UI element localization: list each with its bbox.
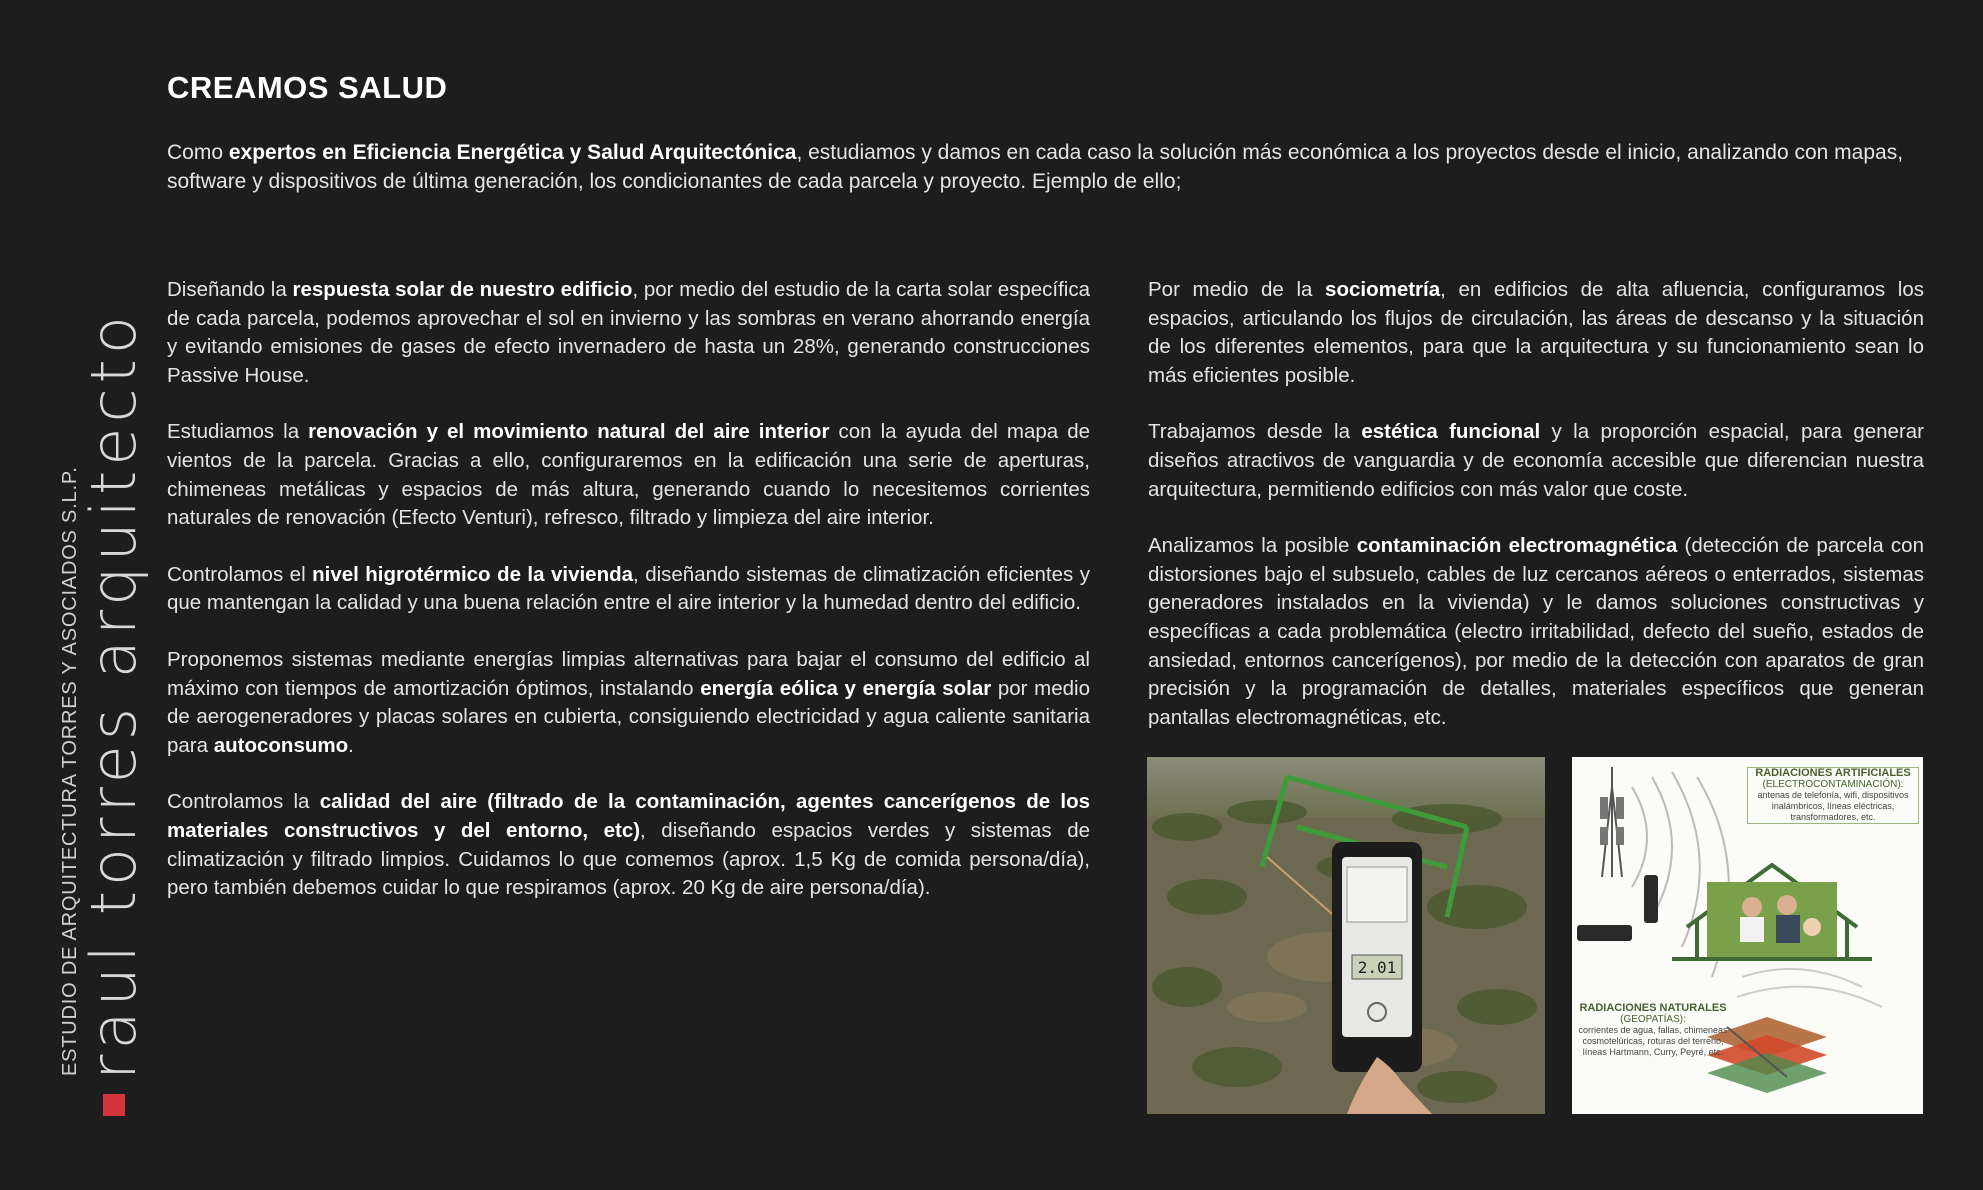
- highlight-text: sociometría: [1325, 278, 1441, 301]
- brand-square-icon: [103, 1094, 125, 1116]
- left-column-paragraph: [167, 561, 1090, 618]
- body-text: Diseñando la: [167, 278, 293, 301]
- intro-paragraph: [167, 138, 1925, 196]
- natural-title: RADIACIONES NATURALES: [1579, 1002, 1727, 1014]
- artificial-sub: (ELECTROCONTAMINACIÓN):: [1762, 779, 1904, 790]
- photo-emf-meter: [1147, 757, 1545, 1114]
- diagram-radiations: [1572, 757, 1923, 1114]
- highlight-text: respuesta solar de nuestro edificio: [292, 278, 633, 301]
- left-column-paragraph: [167, 788, 1090, 902]
- brand-row: [77, 311, 150, 1116]
- intro-pre: Como: [167, 141, 229, 164]
- artificial-title: RADIACIONES ARTIFICIALES: [1755, 767, 1911, 779]
- artificial-radiation-label: [1747, 767, 1919, 824]
- highlight-text: calidad del aire (filtrado de la contaminación, agentes cancerígenos de los materiales constructivos y del entorno, etc): [167, 790, 1091, 842]
- natural-sub: (GEOPATÍAS):: [1620, 1014, 1686, 1025]
- body-text: , diseñando sistemas de climatización eficientes y que mantengan la calidad y una buena relación entre el aire interior y la humedad dentro del edificio.: [167, 562, 1090, 615]
- highlight-text: energía eólica y energía solar: [700, 676, 992, 700]
- highlight-text: nivel higrotérmico de la vivienda: [312, 562, 634, 586]
- body-text: , por medio del estudio de la carta solar específica de cada parcela, podemos aprovechar el sol en invierno y las sombras en verano ahorrando energía y evitando emisiones de gases de efecto invernadero de hasta un 28%, generando construcciones Passive House.: [167, 278, 1090, 387]
- body-text: Por medio de la: [1148, 278, 1326, 301]
- body-text: y la proporción espacial, para generar diseños atractivos de vanguardia y de economía accesible que diferencian nuestra arquitectura, permitiendo edificios con más valor que coste.: [1148, 420, 1924, 501]
- left-column-paragraph: [167, 418, 1090, 532]
- page-title: CREAMOS SALUD: [167, 70, 448, 105]
- body-text: Proponemos sistemas mediante energías limpias alternativas para bajar el consumo del edificio al máximo con tiempos de amortización óptimos, instalando: [167, 647, 1090, 700]
- right-column-paragraph: [1148, 532, 1924, 732]
- right-column-paragraph: [1148, 418, 1924, 504]
- highlight-text: renovación y el movimiento natural del aire interior: [308, 420, 830, 444]
- intro-post: , estudiamos y damos en cada caso la solución más económica a los proyectos desde el inicio, analizando con mapas, software y dispositivos de última generación, los condicionantes de cada parcela y proyecto. Ejemplo de ello;: [167, 141, 1904, 193]
- meter-reading: 2.01: [1357, 958, 1397, 977]
- body-text: Estudiamos la: [167, 420, 309, 444]
- left-column-paragraph: [167, 646, 1090, 760]
- body-text: Trabajamos desde la: [1148, 420, 1362, 444]
- left-column: [167, 276, 1090, 931]
- body-text: Controlamos el: [167, 562, 313, 586]
- intro-highlight: expertos en Eficiencia Energética y Salud Arquitectónica: [228, 141, 797, 164]
- body-text: (detección de parcela con distorsiones bajo el subsuelo, cables de luz cercanos aéreos o enterrados, sistemas generadores instalados en la vivienda) y le damos soluciones constructivas y específicas a cada problemática (electro irritabilidad, defecto del sueño, estados de ansiedad, entornos cancerígenos), por medio de la detección con aparatos de gran precisión y la programación de detalles, materiales específicos que generan pantallas electromagnéticas, etc.: [1148, 534, 1924, 729]
- highlight-text: contaminación electromagnética: [1356, 534, 1678, 558]
- body-text: , diseñando espacios verdes y sistemas de climatización y filtrado limpios. Cuidamos lo que comemos (aprox. 1,5 Kg de comida persona/día), pero también debemos cuidar lo que respiramos (aprox. 20 Kg de aire persona/día).: [167, 818, 1090, 900]
- natural-text: corrientes de agua, fallas, chimeneas cosmotelúricas, roturas del terreno, líneas Hartmann, Curry, Peyré, etc.: [1578, 1025, 1728, 1057]
- right-column: [1148, 276, 1924, 760]
- natural-radiation-label: [1578, 1003, 1728, 1058]
- brand-name: raul torres arquitecto: [77, 311, 150, 1080]
- studio-name: ESTUDIO DE ARQUITECTURA TORRES Y ASOCIADOS S.L.P.: [59, 466, 81, 1076]
- body-text: , en edificios de alta afluencia, configuramos los espacios, articulando los flujos de circulación, las áreas de descanso y la situación de los diferentes elementos, para que la arquitectura y su funcionamiento sean lo más eficientes posible.: [1148, 278, 1925, 387]
- left-column-paragraph: [167, 276, 1090, 390]
- photo-illustration: [1147, 757, 1545, 1114]
- highlight-text: autoconsumo: [213, 733, 349, 757]
- body-text: .: [348, 733, 354, 757]
- right-column-paragraph: [1148, 276, 1924, 390]
- artificial-text: antenas de telefonía, wifi, dispositivos inalámbricos, líneas eléctricas, transformadores, etc.: [1757, 790, 1909, 822]
- body-text: Analizamos la posible: [1148, 534, 1357, 558]
- sidebar-branding: [59, 311, 150, 1116]
- body-text: por medio de aerogeneradores y placas solares en cubierta, consiguiendo electricidad y agua caliente sanitaria para: [167, 676, 1090, 757]
- body-text: con la ayuda del mapa de vientos de la parcela. Gracias a ello, configuraremos en la edificación una serie de aperturas, chimeneas metálicas y espacios de más altura, generando cuando lo necesitemos corrientes naturales de renovación (Efecto Venturi), refresco, filtrado y limpieza del aire interior.: [167, 420, 1090, 530]
- body-text: Controlamos la: [167, 790, 320, 814]
- highlight-text: estética funcional: [1361, 420, 1541, 444]
